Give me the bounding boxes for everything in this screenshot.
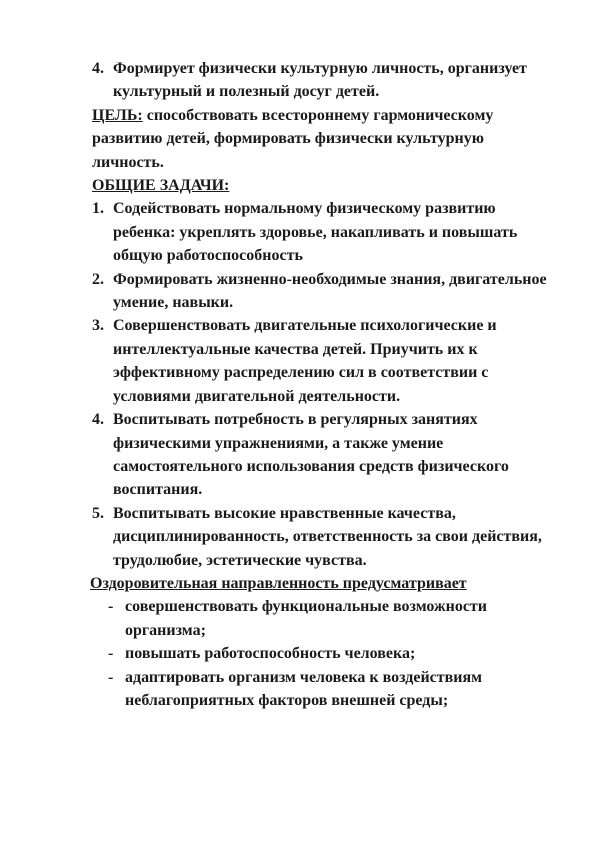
goal-label: ЦЕЛЬ: xyxy=(92,106,143,124)
health-item-text: совершенствовать функциональные возможности организма; xyxy=(125,598,487,639)
task-item xyxy=(92,408,552,502)
task-number: 4. xyxy=(92,411,104,429)
goal-paragraph xyxy=(92,104,552,174)
task-number: 5. xyxy=(92,504,104,522)
dash-bullet: - xyxy=(108,645,114,663)
health-list-item xyxy=(92,595,552,642)
task-text: Формировать жизненно-необходимые знания, двигательное умение, навыки. xyxy=(113,270,547,312)
task-item xyxy=(92,197,552,267)
task-item xyxy=(92,268,552,315)
task-number: 2. xyxy=(92,270,104,288)
health-item-text: повышать работоспособность человека; xyxy=(125,645,416,663)
dash-bullet: - xyxy=(108,598,114,616)
goal-text: способствовать всестороннему гармоническому развитию детей, формировать физически культурную личность. xyxy=(92,106,494,171)
task-number: 1. xyxy=(92,200,104,218)
health-list-item xyxy=(92,642,552,665)
tasks-heading: ОБЩИЕ ЗАДАЧИ: xyxy=(92,177,230,195)
task-number: 3. xyxy=(92,317,104,335)
health-item-text: адаптировать организм человека к воздействиям неблагоприятных факторов внешней среды; xyxy=(125,668,483,709)
item-number: 4. xyxy=(92,60,104,77)
document-text xyxy=(92,57,552,712)
task-text: Воспитывать потребность в регулярных занятиях физическими упражнениями, а также умение самостоятельного использования средств физического воспитания. xyxy=(113,411,509,499)
task-text: Содействовать нормальному физическому развитию ребенка: укреплять здоровье, накапливать и повышать общую работоспособность xyxy=(113,200,518,265)
dash-bullet: - xyxy=(108,668,114,686)
task-text: Совершенствовать двигательные психологические и интеллектуальные качества детей. Приучить их к эффективному распределению сил в соответствии с условиями двигательной деятельности. xyxy=(113,317,497,405)
task-text: Воспитывать высокие нравственные качества, дисциплинированность, ответственность за свои действия, трудолюбие, эстетические чувства. xyxy=(113,504,542,569)
task-item xyxy=(92,502,552,572)
item-text: Формирует физически культурную личность, организует культурный и полезный досуг детей. xyxy=(113,60,527,101)
tasks-list xyxy=(92,197,552,572)
task-item xyxy=(92,314,552,408)
health-list xyxy=(92,595,552,712)
health-intro: Оздоровительная направленность предусматривает xyxy=(90,574,467,592)
list-item-formation xyxy=(92,57,552,104)
health-list-item xyxy=(92,666,552,713)
